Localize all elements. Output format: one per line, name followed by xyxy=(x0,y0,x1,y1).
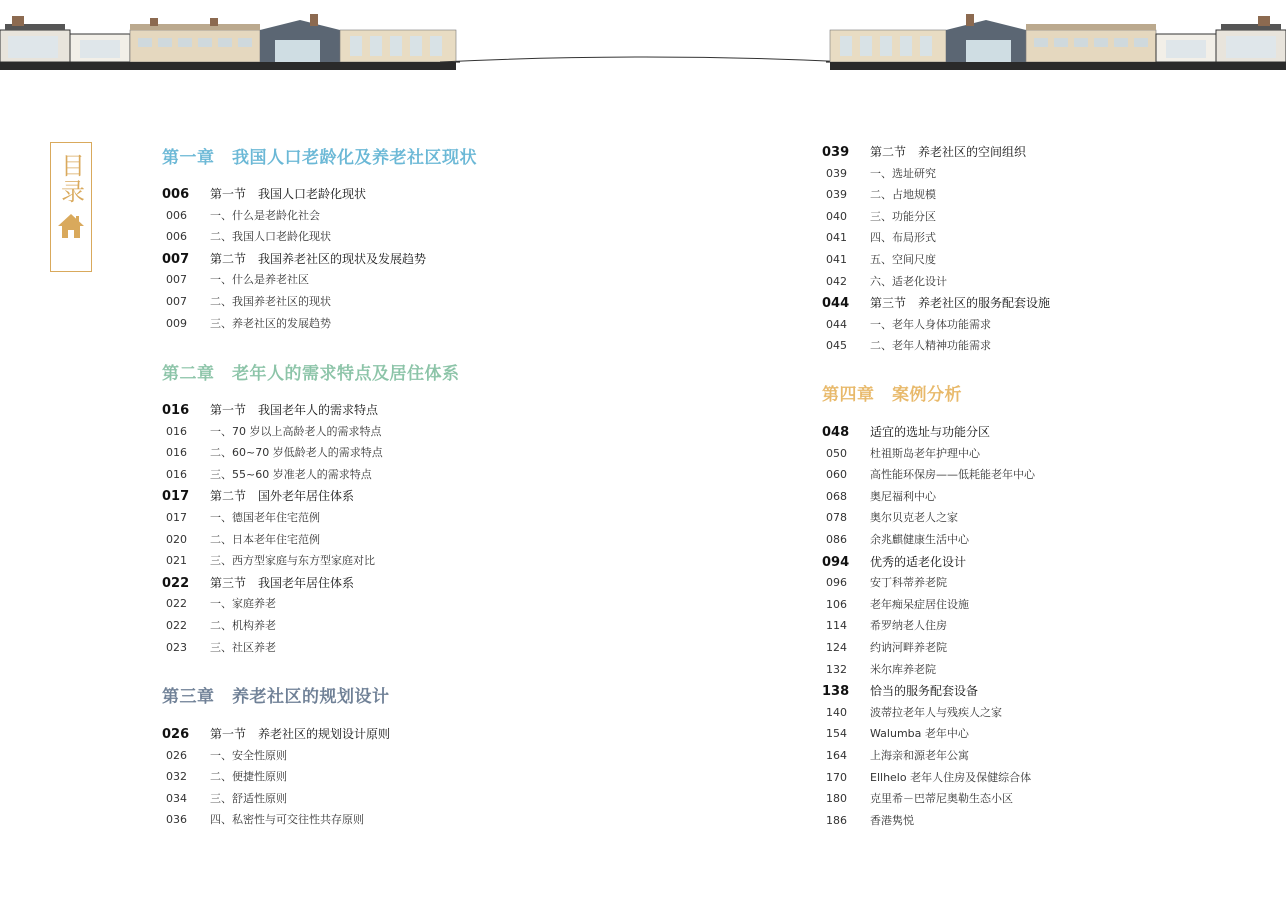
toc-entry-title: 克里希－巴蒂尼奥勒生态小区 xyxy=(870,792,1013,806)
toc-entry-title: 第二节 国外老年居住体系 xyxy=(210,489,355,504)
toc-page-number: 154 xyxy=(826,727,847,741)
toc-page-number: 021 xyxy=(166,554,187,568)
toc-entry-row[interactable] xyxy=(822,747,969,763)
toc-entry-row[interactable] xyxy=(162,271,309,287)
toc-entry-title: 四、私密性与可交往性共存原则 xyxy=(210,813,364,827)
toc-page-number: 060 xyxy=(826,468,847,482)
toc-entry-title: 五、空间尺度 xyxy=(870,253,936,266)
toc-entry-title: 二、机构养老 xyxy=(210,619,276,632)
toc-entry-title: 一、安全性原则 xyxy=(210,748,287,762)
toc-section-row[interactable] xyxy=(162,574,354,591)
toc-entry-title: 第三节 我国老年居住体系 xyxy=(210,575,355,590)
toc-page-number: 016 xyxy=(162,403,190,418)
toc-section-row[interactable] xyxy=(822,294,1050,311)
toc-page-number: 140 xyxy=(826,705,847,719)
toc-page-number: 042 xyxy=(826,274,847,288)
toc-page-number: 034 xyxy=(166,791,187,805)
horizon-line xyxy=(440,0,850,78)
toc-section-row[interactable] xyxy=(162,487,354,504)
toc-entry-row[interactable] xyxy=(822,661,936,677)
toc-section-row[interactable] xyxy=(162,250,426,267)
toc-page-number: 068 xyxy=(826,489,847,503)
toc-entry-title: 第一节 养老社区的规划设计原则 xyxy=(210,727,391,741)
toc-section-row[interactable] xyxy=(822,143,1026,160)
toc-entry-row[interactable] xyxy=(162,509,320,525)
toc-entry-row[interactable] xyxy=(162,595,276,611)
toc-page-number: 045 xyxy=(826,339,847,353)
toc-page-number: 017 xyxy=(162,489,190,505)
toc-page-number: 124 xyxy=(826,641,847,654)
toc-section-row[interactable] xyxy=(822,553,966,570)
toc-page-number: 017 xyxy=(166,511,187,524)
toc-page-number: 094 xyxy=(822,554,850,570)
toc-entry-row[interactable] xyxy=(162,423,382,439)
toc-entry-title: 一、什么是老龄化社会 xyxy=(210,208,320,222)
building-section-illustration-left xyxy=(0,0,460,78)
toc-page-number: 039 xyxy=(826,188,847,202)
toc-page-number: 138 xyxy=(822,684,850,700)
toc-page-number: 022 xyxy=(166,619,187,632)
toc-page-number: 022 xyxy=(162,575,190,591)
toc-entry-row[interactable] xyxy=(822,337,991,353)
toc-page-number: 039 xyxy=(822,145,850,160)
toc-entry-row[interactable] xyxy=(162,617,276,633)
toc-page-number: 036 xyxy=(166,813,187,827)
toc-entry-title: 适宜的选址与功能分区 xyxy=(870,425,991,439)
toc-entry-row[interactable] xyxy=(822,704,1002,720)
toc-page-number: 007 xyxy=(166,273,187,287)
toc-entry-row[interactable] xyxy=(162,466,372,482)
toc-entry-row[interactable] xyxy=(822,790,1013,806)
toc-entry-title: 二、老年人精神功能需求 xyxy=(870,339,991,353)
toc-entry-title: 高性能环保房——低耗能老年中心 xyxy=(870,468,1035,482)
toc-entry-row[interactable] xyxy=(822,186,936,202)
toc-page-number: 186 xyxy=(826,813,847,827)
toc-entry-title: 波蒂拉老年人与残疾人之家 xyxy=(870,705,1002,719)
toc-entry-title: 约讷河畔养老院 xyxy=(870,641,947,654)
toc-entry-title: 一、德国老年住宅范例 xyxy=(210,511,320,524)
toc-entry-row[interactable] xyxy=(162,552,375,568)
toc-entry-title: 二、日本老年住宅范例 xyxy=(210,532,320,546)
toc-entry-title: 优秀的适老化设计 xyxy=(870,554,967,569)
chapter-4-title[interactable]: 第四章 案例分析 xyxy=(822,385,962,405)
toc-entry-row[interactable] xyxy=(162,790,287,806)
toc-entry-title: 希罗纳老人住房 xyxy=(870,619,947,633)
toc-entry-row[interactable] xyxy=(822,509,958,525)
toc-entry-title: 六、适老化设计 xyxy=(870,274,947,288)
toc-title: 目录 xyxy=(56,153,85,205)
chapter-2-title[interactable]: 第二章 老年人的需求特点及居住体系 xyxy=(162,364,460,384)
toc-entry-row[interactable] xyxy=(822,445,980,461)
chapter-3-title[interactable]: 第三章 养老社区的规划设计 xyxy=(162,687,390,707)
toc-entry-title: Walumba 老年中心 xyxy=(870,727,969,741)
toc-entry-title: 第二节 养老社区的空间组织 xyxy=(870,145,1027,159)
toc-entry-row[interactable] xyxy=(162,747,287,763)
toc-badge xyxy=(50,142,92,272)
toc-entry-title: 二、我国养老社区的现状 xyxy=(210,295,331,308)
toc-section-row[interactable] xyxy=(162,185,366,202)
toc-entry-title: 一、家庭养老 xyxy=(210,597,276,611)
toc-entry-title: 第一节 我国老年人的需求特点 xyxy=(210,403,379,417)
toc-entry-title: 二、占地规模 xyxy=(870,188,936,202)
toc-entry-row[interactable] xyxy=(162,811,364,827)
toc-page-number: 032 xyxy=(166,770,187,784)
toc-entry-title: 香港隽悦 xyxy=(870,813,914,827)
toc-entry-title: 二、我国人口老龄化现状 xyxy=(210,230,331,244)
toc-entry-title: 安丁科蒂养老院 xyxy=(870,576,947,590)
toc-page-number: 114 xyxy=(826,619,847,633)
toc-entry-title: 三、西方型家庭与东方型家庭对比 xyxy=(210,554,375,568)
toc-entry-row[interactable] xyxy=(162,768,287,784)
toc-entry-title: 米尔库养老院 xyxy=(870,662,936,676)
toc-entry-row[interactable] xyxy=(822,165,936,181)
toc-entry-title: 二、60~70 岁低龄老人的需求特点 xyxy=(210,446,383,460)
toc-entry-row[interactable] xyxy=(822,812,914,828)
toc-entry-title: 第三节 养老社区的服务配套设施 xyxy=(870,296,1051,311)
toc-entry-title: 上海亲和源老年公寓 xyxy=(870,749,969,762)
toc-entry-row[interactable] xyxy=(822,531,969,547)
toc-page-number: 132 xyxy=(826,662,847,676)
toc-entry-row[interactable] xyxy=(822,596,969,612)
toc-entry-title: 一、老年人身体功能需求 xyxy=(870,317,991,331)
toc-entry-title: Ellhelo 老年人住房及保健综合体 xyxy=(870,770,1032,784)
building-section-illustration-right xyxy=(826,0,1286,78)
toc-entry-title: 一、选址研究 xyxy=(870,166,936,180)
toc-page-number: 086 xyxy=(826,533,847,546)
toc-entry-title: 三、社区养老 xyxy=(210,640,276,654)
toc-entry-title: 第二节 我国养老社区的现状及发展趋势 xyxy=(210,251,427,266)
toc-entry-title: 奥尔贝克老人之家 xyxy=(870,511,958,525)
toc-page-number: 016 xyxy=(166,446,187,460)
toc-page-number: 164 xyxy=(826,749,847,762)
home-icon[interactable] xyxy=(57,213,85,243)
toc-page-number: 041 xyxy=(826,253,847,266)
toc-section-row[interactable] xyxy=(162,401,378,418)
toc-entry-title: 三、55~60 岁准老人的需求特点 xyxy=(210,467,372,481)
toc-entry-row[interactable] xyxy=(822,769,1031,785)
toc-entry-row[interactable] xyxy=(162,639,276,655)
toc-page-number: 050 xyxy=(826,446,847,460)
toc-entry-row[interactable] xyxy=(822,639,947,655)
toc-entry-row[interactable] xyxy=(162,315,331,331)
toc-page-number: 016 xyxy=(166,424,187,438)
toc-entry-title: 一、什么是养老社区 xyxy=(210,273,309,287)
toc-entry-row[interactable] xyxy=(162,228,331,244)
toc-entry-row[interactable] xyxy=(822,574,947,590)
toc-page-number: 007 xyxy=(166,295,187,308)
toc-page-number: 020 xyxy=(166,532,187,546)
toc-entry-title: 恰当的服务配套设备 xyxy=(870,684,979,699)
toc-entry-row[interactable] xyxy=(822,251,936,267)
toc-entry-title: 一、70 岁以上高龄老人的需求特点 xyxy=(210,424,382,438)
toc-page-number: 040 xyxy=(826,209,847,223)
toc-entry-title: 第一节 我国人口老龄化现状 xyxy=(210,187,367,201)
chapter-1-title[interactable]: 第一章 我国人口老龄化及养老社区现状 xyxy=(162,148,477,168)
toc-page-number: 078 xyxy=(826,511,847,525)
toc-entry-row[interactable] xyxy=(162,293,331,309)
toc-page-number: 006 xyxy=(166,230,187,244)
toc-entry-title: 二、便捷性原则 xyxy=(210,770,287,784)
toc-page-number: 039 xyxy=(826,166,847,180)
toc-entry-row[interactable] xyxy=(822,273,947,289)
toc-page-number: 106 xyxy=(826,597,847,611)
toc-entry-row[interactable] xyxy=(162,531,320,547)
toc-page-number: 180 xyxy=(826,792,847,806)
toc-entry-title: 三、舒适性原则 xyxy=(210,791,287,805)
toc-entry-title: 杜祖斯岛老年护理中心 xyxy=(870,446,980,460)
toc-entry-title: 老年痴呆症居住设施 xyxy=(870,597,969,611)
toc-section-row[interactable] xyxy=(822,682,978,699)
toc-page-number: 023 xyxy=(166,640,187,654)
toc-page-number: 048 xyxy=(822,425,850,440)
toc-section-row[interactable] xyxy=(822,423,990,440)
toc-entry-row[interactable] xyxy=(822,316,991,332)
toc-page-number: 026 xyxy=(162,727,190,742)
toc-entry-row[interactable] xyxy=(162,444,383,460)
toc-page-number: 044 xyxy=(822,296,850,312)
toc-page-number: 044 xyxy=(826,317,847,331)
toc-page-number: 022 xyxy=(166,597,187,611)
toc-entry-row[interactable] xyxy=(822,466,1035,482)
toc-section-row[interactable] xyxy=(162,725,390,742)
toc-page-number: 006 xyxy=(166,208,187,222)
toc-entry-title: 余兆麒健康生活中心 xyxy=(870,533,969,546)
toc-entry-title: 四、布局形式 xyxy=(870,231,936,245)
toc-page-number: 016 xyxy=(166,467,187,481)
toc-entry-row[interactable] xyxy=(162,207,320,223)
toc-page-number: 007 xyxy=(162,251,190,267)
toc-entry-title: 三、功能分区 xyxy=(870,209,936,223)
toc-entry-row[interactable] xyxy=(822,488,936,504)
toc-entry-title: 三、养老社区的发展趋势 xyxy=(210,316,331,330)
toc-entry-row[interactable] xyxy=(822,229,936,245)
toc-entry-row[interactable] xyxy=(822,725,969,741)
toc-entry-title: 奥尼福利中心 xyxy=(870,489,936,503)
toc-entry-row[interactable] xyxy=(822,208,936,224)
toc-page-number: 026 xyxy=(166,748,187,762)
toc-page-number: 170 xyxy=(826,770,847,784)
toc-entry-row[interactable] xyxy=(822,617,947,633)
toc-page-number: 041 xyxy=(826,231,847,245)
toc-page-number: 009 xyxy=(166,316,187,330)
toc-page-number: 006 xyxy=(162,187,190,202)
toc-page-number: 096 xyxy=(826,576,847,590)
